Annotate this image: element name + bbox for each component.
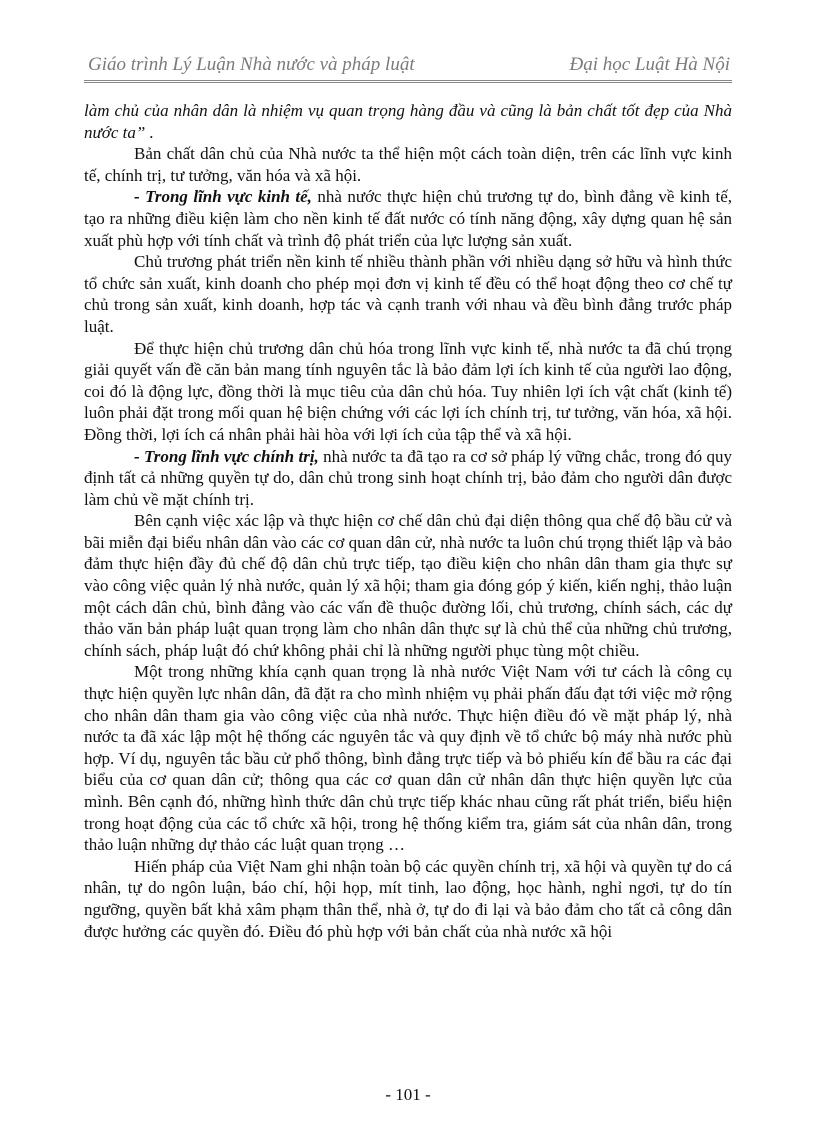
paragraph-economy: [84, 186, 732, 251]
paragraph: Để thực hiện chủ trương dân chủ hóa trong lĩnh vực kinh tế, nhà nước ta đã chú trọng giải quyết vấn đề căn bản mang tính nguyên tắc là bảo đảm lợi ích kinh tế của người lao động, coi đó là động lực, đồng thời là mục tiêu của dân chủ hóa. Tuy nhiên lợi ích vật chất (kinh tế) luôn phải đặt trong mối quan hệ biện chứng với các lợi ích chính trị, tư tưởng, văn hóa, xã hội. Đồng thời, lợi ích cá nhân phải hài hòa với lợi ích của tập thể và xã hội.: [84, 338, 732, 444]
header-book-title: Giáo trình Lý Luận Nhà nước và pháp luật: [88, 54, 415, 75]
paragraph-politics: [84, 446, 732, 511]
paragraph: Một trong những khía cạnh quan trọng là nhà nước Việt Nam với tư cách là công cụ thực hiện quyền lực nhân dân, đã đặt ra cho mình nhiệm vụ phải phấn đấu đạt tới việc mở rộng cho nhân dân tham gia vào công việc của nhà nước. Thực hiện điều đó về mặt pháp lý, nhà nước ta đã xác lập một hệ thống các nguyên tắc và quy định về tổ chức bộ máy nhà nước phù hợp. Ví dụ, nguyên tắc bầu cử phổ thông, bình đẳng trực tiếp và bỏ phiếu kín để bầu ra các đại biểu của cơ quan dân cử; thông qua các cơ quan dân cử nhân dân thực hiện quyền lực của mình. Bên cạnh đó, những hình thức dân chủ trực tiếp khác nhau cũng rất phát triển, biểu hiện trong hoạt động của các tổ chức xã hội, trong hệ thống kiểm tra, giám sát của nhân dân, trong thảo luận những dự thảo các luật quan trọng …: [84, 662, 732, 855]
page-number: - 101 -: [385, 1085, 431, 1104]
economy-heading: - Trong lĩnh vực kinh tế,: [134, 187, 312, 207]
politics-heading: - Trong lĩnh vực chính trị,: [134, 446, 319, 466]
politics-text: nhà nước ta đã tạo ra cơ sở pháp lý vững chắc, trong đó quy định tất cả những quyền tự do, dân chủ trong sinh hoạt chính trị, bảo đảm cho người dân được làm chủ về mặt chính trị.: [84, 446, 733, 509]
paragraph: Bản chất dân chủ của Nhà nước ta thể hiện một cách toàn diện, trên các lĩnh vực kinh tế, chính trị, tư tưởng, văn hóa và xã hội.: [84, 144, 732, 185]
running-header: [84, 52, 732, 83]
quote-continuation: làm chủ của nhân dân là nhiệm vụ quan trọng hàng đầu và cũng là bản chất tốt đẹp của Nhà nước ta” .: [84, 101, 732, 142]
paragraph: Bên cạnh việc xác lập và thực hiện cơ chế dân chủ đại diện thông qua chế độ bầu cử và bãi miễn đại biểu nhân dân vào các cơ quan dân cử, nhà nước ta luôn chú trọng thiết lập và bảo đảm thực hiện đầy đủ chế độ dân chủ trực tiếp, tạo điều kiện cho nhân dân tham gia thực sự vào công việc quản lý nhà nước, quản lý xã hội; tham gia đóng góp ý kiến, kiến nghị, thảo luận một cách dân chủ, bình đẳng vào các vấn đề thuộc đường lối, chủ trương, chính sách, các dự thảo văn bản pháp luật quan trọng làm cho nhân dân thực sự là chủ thể của những chủ trương, chính sách, pháp luật đó chứ không phải chỉ là những người phục tùng một chiều.: [84, 511, 732, 660]
header-university: Đại học Luật Hà Nội: [569, 54, 730, 75]
paragraph: Chủ trương phát triển nền kinh tế nhiều thành phần với nhiều dạng sở hữu và hình thức tổ chức sản xuất, kinh doanh cho phép mọi đơn vị kinh tế đều có thể hoạt động theo cơ chế tự chủ trong sản xuất, kinh doanh, hợp tác và cạnh tranh với nhau và đều bình đẳng trước pháp luật.: [84, 252, 732, 336]
page-body: [84, 100, 732, 942]
economy-text: nhà nước thực hiện chủ trương tự do, bình đẳng về kinh tế, tạo ra những điều kiện làm cho nền kinh tế đất nước có tính năng động, xây dựng quan hệ sản xuất phù hợp với tính chất và trình độ phát triển của lực lượng sản xuất.: [84, 187, 732, 250]
paragraph: Hiến pháp của Việt Nam ghi nhận toàn bộ các quyền chính trị, xã hội và quyền tự do cá nhân, tự do ngôn luận, báo chí, hội họp, mít tinh, lao động, học hành, nghỉ ngơi, tự do tín ngưỡng, quyền bất khả xâm phạm thân thể, nhà ở, tự do đi lại và bảo đảm cho tất cả công dân được hưởng các quyền đó. Điều đó phù hợp với bản chất của nhà nước xã hội: [84, 856, 732, 941]
